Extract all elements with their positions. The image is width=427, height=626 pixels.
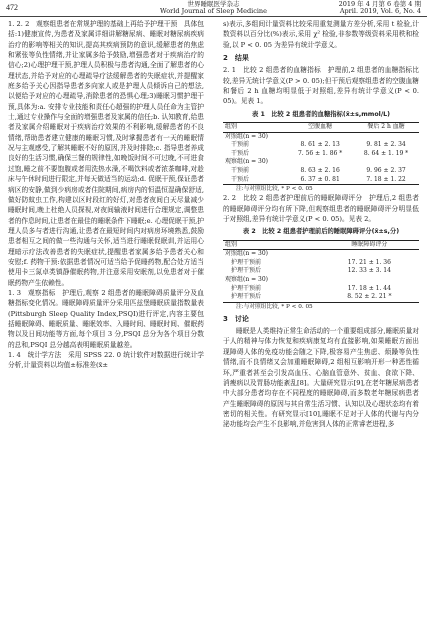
table1-note: 注:与对照组比较, * P < 0. 05 (236, 186, 313, 193)
table-cell: 对照组(n = 30) (225, 132, 269, 140)
table-row (223, 141, 419, 150)
table-row (223, 167, 419, 176)
table-cell: 8. 61 ± 2. 13 (300, 141, 340, 149)
table-cell: 7. 18 ± 1. 22 (366, 175, 406, 183)
table-cell: 护理干预后 (231, 267, 262, 275)
table-row (223, 132, 419, 141)
table-cell (287, 132, 353, 141)
journal-title-cn: 世界睡眠医学杂志 (187, 0, 240, 8)
table-cell: 护理干预后 (231, 293, 262, 301)
page-number: 472 (6, 3, 18, 12)
table-cell: 干预前 (231, 167, 250, 175)
table1-header: 组别 (225, 123, 238, 131)
table-row (223, 285, 419, 294)
table-cell: 干预后 (231, 175, 250, 183)
table1 (223, 122, 419, 185)
section-2-2: 2. 2 比较 2 组患者护理前后的睡眠障碍评分 护理后,2 组患者的睡眠障碍评分均有所下降,但观察组患者的睡眠障碍评分明显低于对照组,差异有统计学意义(P < 0. 05)。见表 2。 (223, 194, 419, 223)
section-2-1: 2. 1 比较 2 组患者的血糖指标 护理前,2 组患者的血糖指标比较,差异无统计学意义(P > 0. 05);但干预后观察组患者的空腹血糖和餐后 2 h 血糖均明显低于对照组,差异有统计学意义(P < 0. 05)。见表 1。 (223, 66, 419, 106)
table2-title: 表 2 比较 2 组患者护理前后的睡眠障碍评分(x̄±s,分) (242, 228, 400, 236)
table-cell (353, 132, 419, 141)
issue-info (339, 1, 421, 15)
table-cell: 17. 18 ± 1. 44 (347, 284, 391, 292)
table-row (223, 250, 419, 259)
table-cell: 9. 96 ± 2. 37 (366, 167, 406, 175)
page-header (0, 0, 427, 17)
section-1-3: 1. 3 观察指标 护理后,观察 2 组患者的睡眠障碍质量评分及血糖指标变化情况。睡眠障碍质量评分采用匹兹堡睡眠质量指数量表(Pittsburgh Sleep Quality Index,PSQI)进行评定,内容主要包括睡眠障碍、睡眠质量、睡眠效率、入睡时间、睡眠时间、催眠药物以及日间功能等方面,每个项目 3 分,PSQI 总分为各个项目分数的总和,PSQI 总分越高表明睡眠质量越差。 (8, 288, 204, 349)
table-cell: 12. 33 ± 3. 14 (347, 267, 391, 275)
issue-date-en: April. 2019, Vol. 6, No. 4 (339, 7, 421, 15)
table-cell: 对照组(n = 30) (225, 250, 269, 258)
stats-continuation: s)表示,多组间计量资料比较采用重复测量方差分析,采用 t 检验,计数资料以百分比(%)表示,采用 χ² 检验,非参数等级资料采用秩和检验,以 P < 0. 05 为差异有统计学意义。 (223, 20, 419, 49)
table-cell: 观察组(n = 30) (225, 276, 269, 283)
table-cell: 9. 81 ± 2. 34 (366, 141, 406, 149)
table-cell: 17. 21 ± 1. 36 (347, 258, 391, 266)
table-cell: 干预后 (231, 149, 250, 157)
table-cell (353, 158, 419, 167)
table-cell: 8. 64 ± 1. 19 * (363, 149, 409, 157)
table-cell: 护理干预前 (231, 284, 262, 292)
issue-date-cn: 2019 年 4 月第 6 卷第 4 期 (338, 0, 421, 8)
right-column (223, 19, 419, 621)
table-row (223, 267, 419, 276)
section-heading-results: 2 结果 (223, 54, 249, 63)
table-cell (320, 250, 419, 259)
table-cell: 护理干预前 (231, 258, 262, 266)
section-1-2-2: 1. 2. 2 观察组患者在常规护理的基础上再给予护理干预 具体包括:1)健康宣传,为患者及家属详细讲解糖尿病、睡眠对糖尿病疾病治疗的影响等相关的知识,提高其疾病预防的意识,缓解患者的焦虑和紧张等负性情绪,并让家属多给予鼓励,增强患者对于疾病治疗的信心;2)心理护理干预,护理人员积极与患者沟通,全面了解患者的心理状态,并给予对应的心理疏导疗法缓解患者的失眠症状,并提醒家庭多给予关心因指导患者多向家人或是护理人员倾诉自己的想法,以便给予对应的心理疏导,消除患者的恐惧心理;3)睡眠习惯护理干预,具体为:a. 安排专业技能和责任心超强的护理人员任命为主管护士,通过专业操作与全面的增强患者及家属的信任;b. 认知教育,给患者及家属介绍睡眠对于疾病治疗效果的不利影响,缓解患者的不良情绪,帮助患者建立健康的睡眠习惯,及时掌握患者有一天的睡眠情况与主观感受,了解其睡眠不好的原因,并及时排除;c. 指导患者养成良好的生活习惯,确保三餐的规律性,如晚饭时间不可过晚,不可进食过饱,睡之前不要饱腹或者用洗热水澡,不喝饮料或者浓茶咖啡,对趁床与午休时间进行限定,并每天做适当的运动;d. 促眠干预,保证患者病区的安静,做到少病房或者住院期间,病房内的恒温恒湿确保舒适,做好防蚊虫工作,构建以区时段红的好灯,对患者夜间白天尽量减少睡眠时间,晚上杜绝人员探视,对夜间输液时间进行合理规定,调整患者的作息时间,让患者在最佳的睡眠条件下睡眠;e. 心理促眠干预,护理人员多与者进行沟通,让患者在最短时间内对病房环境熟悉,鼓励患者相互之间的做一些沟通与关怀,适当进行睡眠促眠训,并运用心理暗示疗法改善患者的失眠症状,提醒患者家属多给予患者关心和安慰;f. 药物干预:依据患者情况可适当给予促睡药物,配合处方适当使用卡三氮卓类镇静催眠药物,并注意采用安眠剂,以免患者对于催眠药物产生依赖性。 (8, 20, 204, 287)
table2-header: 组别 (225, 240, 238, 248)
table2-note: 注:与对照组比较, * P < 0. 05 (236, 303, 313, 310)
left-column (8, 19, 204, 621)
table2 (223, 240, 419, 303)
table1-header: 餐后 2 h 血糖 (367, 123, 405, 131)
table-cell: 观察组(n = 30) (225, 158, 269, 166)
table1-header: 空腹血糖 (308, 123, 333, 131)
table-row (223, 276, 419, 285)
table-row (223, 176, 419, 185)
table-cell: 7. 56 ± 1. 86 * (297, 149, 343, 157)
table-cell: 干预前 (231, 141, 250, 149)
table1-title: 表 1 比较 2 组患者的血糖指标(x̄±s,mmol/L) (251, 110, 391, 118)
table2-header-row (223, 240, 419, 250)
table-row (223, 158, 419, 167)
table-cell: 8. 52 ± 2. 21 * (347, 293, 392, 301)
discussion-paragraph: 睡眠是人类维持正常生命活动的一个重要组成部分,睡眠质量对于人的精神与体力恢复和疾病康复均有直接影响,如果睡眠方面出现障碍人体的免疫功能会随之下降,极容易产生焦虑、烦躁等负性情绪,而不良情绪又会加重睡眠障碍,2 组相互影响开形一种恶性循环,严重者甚至会引发高血压、心脑血管意外、贫血、食欲下降、消瘦病以及胃肠功能紊乱[8]。大量研究显示[9],在老年糖尿病患者中大部分患者均存在不同程度的睡眠障碍,而多数老年糖尿病患者产生睡眠障碍的原因与其自常生活习惯、认知以及心理状态均有着密切的相关性。有研究显示[10],睡眠不足对于人体的代谢与内分泌功能均会产生不良影响,并危害到人体的正常睿老进程,多 (223, 327, 419, 429)
journal-title-en: World Journal of Sleep Medicine (160, 7, 267, 15)
table-cell: 6. 37 ± 0. 81 (300, 175, 340, 183)
section-heading-discussion: 3 讨论 (223, 314, 249, 323)
table-row (223, 293, 419, 302)
section-1-4: 1. 4 统计学方法 采用 SPSS 22. 0 统计软件对数据进行统计学分析,计量资料以均值±标准差(x̄± (8, 351, 204, 370)
table1-header-row (223, 123, 419, 133)
table-cell: 8. 63 ± 2. 16 (300, 167, 340, 175)
table-cell (287, 158, 353, 167)
table2-header: 睡眠障碍评分 (351, 240, 388, 248)
table-cell (320, 276, 419, 285)
